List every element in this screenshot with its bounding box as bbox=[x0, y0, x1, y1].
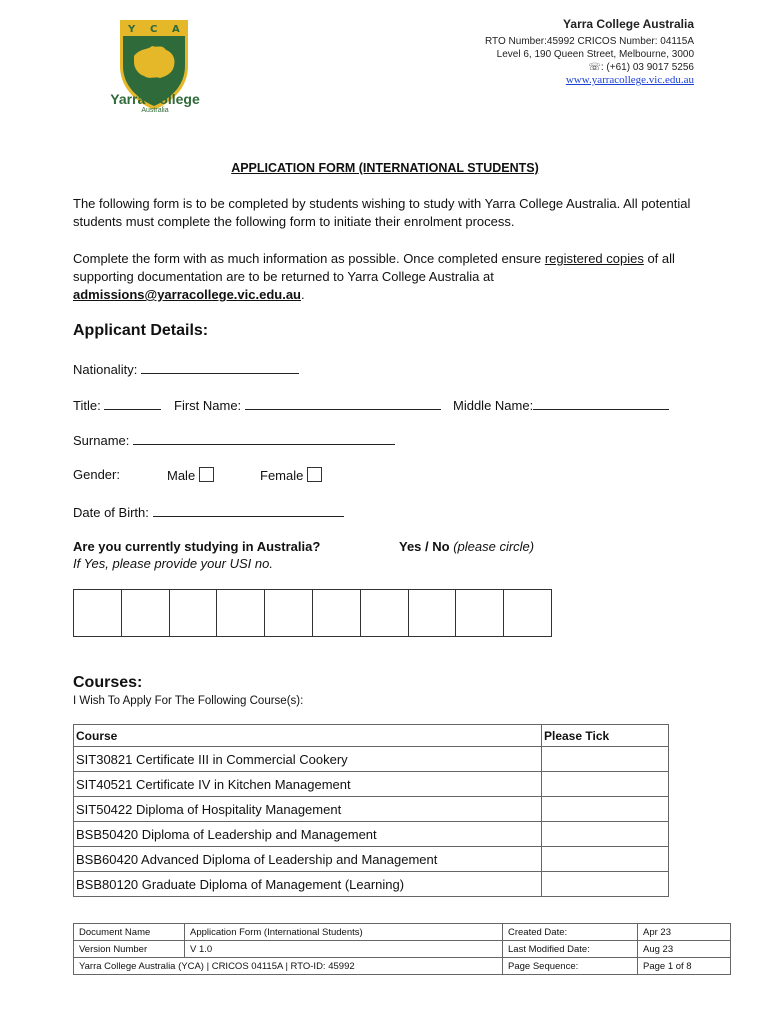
usi-cell[interactable] bbox=[265, 590, 313, 636]
usi-grid bbox=[73, 589, 552, 637]
female-label: Female bbox=[260, 468, 304, 483]
please-circle-note: (please circle) bbox=[453, 539, 535, 554]
created-date: Apr 23 bbox=[638, 924, 731, 941]
usi-cell[interactable] bbox=[456, 590, 504, 636]
dob-label: Date of Birth: bbox=[73, 505, 149, 520]
male-label: Male bbox=[167, 468, 196, 483]
tick-cell[interactable] bbox=[542, 747, 669, 772]
tick-cell[interactable] bbox=[542, 847, 669, 872]
yes-no-option[interactable]: Yes / No bbox=[399, 539, 450, 554]
nationality-field[interactable] bbox=[141, 360, 299, 374]
table-row bbox=[74, 822, 669, 847]
logo-letter: A bbox=[172, 24, 180, 35]
footer-row bbox=[74, 924, 731, 941]
course-column-header: Course bbox=[74, 725, 542, 747]
middle-name-row bbox=[453, 396, 669, 414]
tick-cell[interactable] bbox=[542, 797, 669, 822]
instructions-text: of all supporting documentation are to be returned to Yarra College Australia at bbox=[73, 251, 675, 284]
usi-cell[interactable] bbox=[170, 590, 218, 636]
rto-line: RTO Number:45992 CRICOS Number: 04115A bbox=[485, 36, 694, 47]
intro-paragraph: The following form is to be completed by students wishing to study with Yarra College Australia. All potential students must complete the following form to initiate their enrolment process. bbox=[73, 196, 691, 229]
version: V 1.0 bbox=[185, 941, 503, 958]
logo-sub: Australia bbox=[141, 107, 169, 114]
male-checkbox[interactable] bbox=[199, 467, 214, 482]
footer-row bbox=[74, 941, 731, 958]
instructions-text: Complete the form with as much information as possible. Once completed ensure bbox=[73, 251, 545, 266]
usi-prompt: If Yes, please provide your USI no. bbox=[73, 556, 273, 571]
female-checkbox[interactable] bbox=[307, 467, 322, 482]
courses-table bbox=[73, 724, 669, 897]
footer-org-line: Yarra College Australia (YCA) | CRICOS 04115A | RTO-ID: 45992 bbox=[74, 958, 503, 975]
tick-cell[interactable] bbox=[542, 822, 669, 847]
footer-row bbox=[74, 958, 731, 975]
courses-heading: Courses: bbox=[73, 674, 143, 691]
address: Level 6, 190 Queen Street, Melbourne, 3000 bbox=[496, 49, 694, 60]
table-row bbox=[74, 772, 669, 797]
studying-question: Are you currently studying in Australia? bbox=[73, 539, 321, 554]
dob-row bbox=[73, 503, 344, 521]
website-link[interactable]: www.yarracollege.vic.edu.au bbox=[565, 74, 694, 86]
surname-row bbox=[73, 431, 395, 449]
title-field[interactable] bbox=[104, 396, 161, 410]
admissions-email-link[interactable]: admissions@yarracollege.vic.edu.au bbox=[73, 287, 301, 302]
title-label: Title: bbox=[73, 398, 101, 413]
logo-letter: Y bbox=[128, 24, 136, 35]
table-row bbox=[74, 872, 669, 897]
course-name: SIT40521 Certificate IV in Kitchen Management bbox=[74, 772, 542, 797]
middle-name-field[interactable] bbox=[533, 396, 669, 410]
instructions-text: . bbox=[301, 287, 305, 302]
modified-date: Aug 23 bbox=[638, 941, 731, 958]
gender-female-option bbox=[260, 467, 322, 484]
applicant-heading: Applicant Details: bbox=[73, 322, 209, 339]
phone: ☏: (+61) 03 9017 5256 bbox=[588, 62, 694, 73]
nationality-label: Nationality: bbox=[73, 362, 138, 377]
name-row bbox=[73, 396, 161, 414]
dob-field[interactable] bbox=[153, 503, 344, 517]
page-label: Page Sequence: bbox=[503, 958, 638, 975]
gender-male-option bbox=[167, 467, 214, 484]
course-name: BSB60420 Advanced Diploma of Leadership and Management bbox=[74, 847, 542, 872]
tick-column-header: Please Tick bbox=[542, 725, 669, 747]
created-label: Created Date: bbox=[503, 924, 638, 941]
table-row bbox=[74, 847, 669, 872]
course-name: BSB50420 Diploma of Leadership and Management bbox=[74, 822, 542, 847]
usi-cell[interactable] bbox=[313, 590, 361, 636]
instructions-paragraph bbox=[73, 250, 693, 304]
version-label: Version Number bbox=[74, 941, 185, 958]
registered-copies-text: registered copies bbox=[544, 251, 644, 266]
logo-letter: C bbox=[150, 24, 158, 35]
usi-cell[interactable] bbox=[361, 590, 409, 636]
table-row bbox=[74, 747, 669, 772]
nationality-row bbox=[73, 360, 299, 378]
middle-name-label: Middle Name: bbox=[453, 398, 534, 413]
document-footer bbox=[73, 923, 731, 975]
courses-subheading: I Wish To Apply For The Following Course(s): bbox=[73, 695, 304, 707]
usi-cell[interactable] bbox=[122, 590, 170, 636]
doc-name: Application Form (International Students) bbox=[185, 924, 503, 941]
usi-cell[interactable] bbox=[217, 590, 265, 636]
studying-answer bbox=[399, 539, 534, 555]
form-title: APPLICATION FORM (INTERNATIONAL STUDENTS) bbox=[231, 161, 539, 175]
first-name-row bbox=[174, 396, 441, 414]
course-name: BSB80120 Graduate Diploma of Management (Learning) bbox=[74, 872, 542, 897]
modified-label: Last Modified Date: bbox=[503, 941, 638, 958]
gender-label: Gender: bbox=[73, 467, 120, 482]
course-name: SIT30821 Certificate III in Commercial Cookery bbox=[74, 747, 542, 772]
table-header-row bbox=[74, 725, 669, 747]
usi-cell[interactable] bbox=[74, 590, 122, 636]
table-row bbox=[74, 797, 669, 822]
logo-name: Yarra College bbox=[110, 91, 200, 107]
tick-cell[interactable] bbox=[542, 772, 669, 797]
page-sequence: Page 1 of 8 bbox=[638, 958, 731, 975]
course-name: SIT50422 Diploma of Hospitality Management bbox=[74, 797, 542, 822]
first-name-label: First Name: bbox=[174, 398, 242, 413]
first-name-field[interactable] bbox=[245, 396, 441, 410]
tick-cell[interactable] bbox=[542, 872, 669, 897]
usi-cell[interactable] bbox=[409, 590, 457, 636]
usi-cell[interactable] bbox=[504, 590, 551, 636]
surname-field[interactable] bbox=[133, 431, 395, 445]
doc-name-label: Document Name bbox=[74, 924, 185, 941]
org-name: Yarra College Australia bbox=[563, 17, 694, 31]
surname-label: Surname: bbox=[73, 433, 130, 448]
